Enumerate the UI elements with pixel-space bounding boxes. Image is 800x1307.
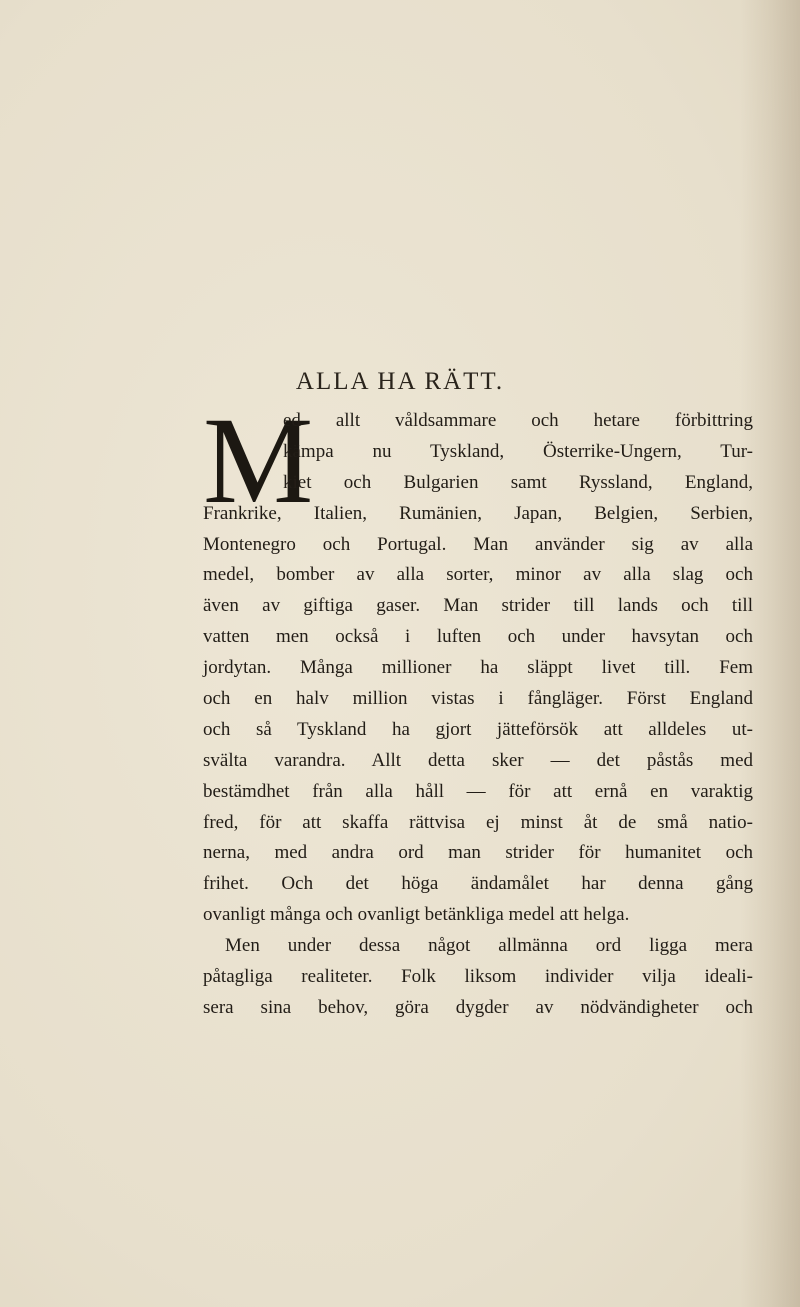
- text-line: kämpa nu Tyskland, Österrike-Ungern, Tur-: [283, 440, 753, 462]
- text-line: Men under dessa något allmänna ord ligga mera: [225, 935, 753, 957]
- text-line: och så Tyskland ha gjort jätteförsök att alldeles ut-: [203, 718, 753, 740]
- text-line: sera sina behov, göra dygder av nödvändigheter och: [203, 996, 753, 1018]
- drop-cap: M: [203, 392, 314, 529]
- text-line: även av giftiga gaser. Man strider till lands och till: [203, 595, 753, 617]
- body-text: [203, 392, 753, 1024]
- text-line: bestämdhet från alla håll — för att ernå en varaktig: [203, 780, 753, 802]
- text-line: frihet. Och det höga ändamålet har denna gång: [203, 873, 753, 895]
- text-line: ed allt våldsammare och hetare förbittring: [283, 410, 753, 431]
- text-line: medel, bomber av alla sorter, minor av alla slag och: [203, 564, 753, 586]
- text-line: svälta varandra. Allt detta sker — det påstås med: [203, 749, 753, 771]
- text-line: påtagliga realiteter. Folk liksom individer vilja ideali-: [203, 966, 753, 988]
- chapter-heading: ALLA HA RÄTT.: [295, 368, 505, 395]
- text-line: fred, för att skaffa rättvisa ej minst åt de små natio-: [203, 811, 753, 833]
- text-line: och en halv million vistas i fångläger. Först England: [203, 688, 753, 710]
- text-line: kiet och Bulgarien samt Ryssland, England,: [283, 471, 753, 493]
- text-line: Frankrike, Italien, Rumänien, Japan, Belgien, Serbien,: [203, 502, 753, 524]
- text-line: vatten men också i luften och under havsytan och: [203, 626, 753, 648]
- text-line: nerna, med andra ord man strider för humanitet och: [203, 842, 753, 864]
- text-line: Montenegro och Portugal. Man använder sig av alla: [203, 533, 753, 555]
- text-line: jordytan. Många millioner ha släppt livet till. Fem: [203, 657, 753, 679]
- text-line: ovanligt många och ovanligt betänkliga medel att helga.: [203, 904, 630, 926]
